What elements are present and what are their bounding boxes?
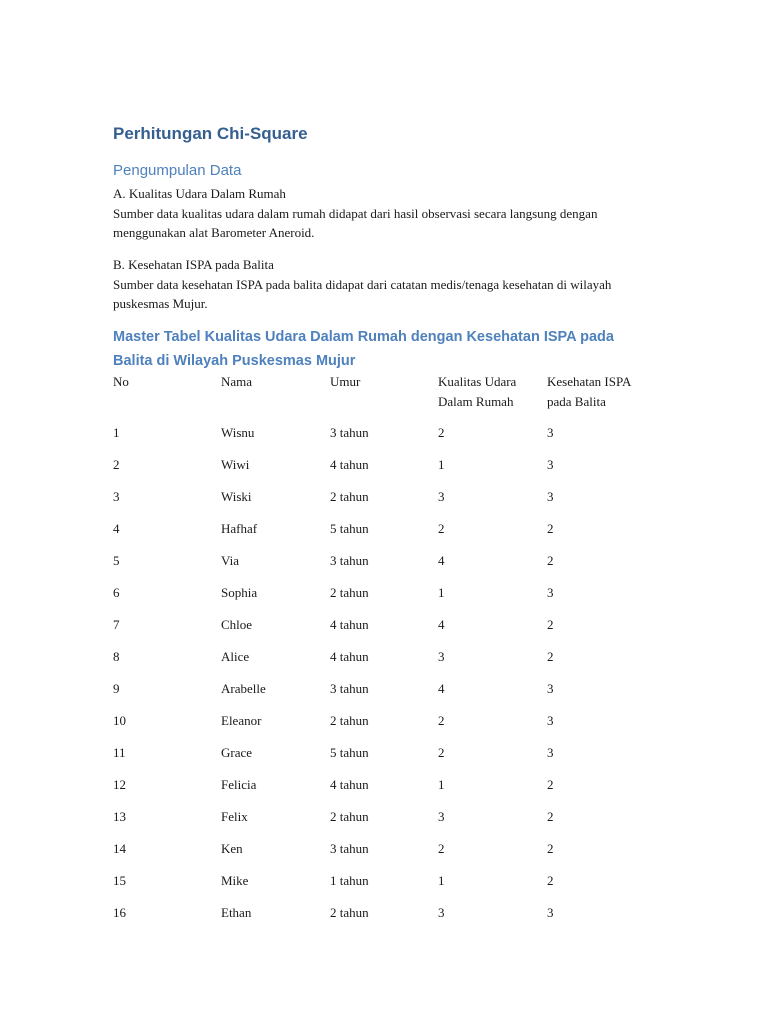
- table-cell: 4 tahun: [330, 617, 369, 632]
- table-cell: 3: [547, 489, 554, 504]
- table-cell: 3 tahun: [330, 553, 369, 568]
- table-cell: 2 tahun: [330, 809, 369, 824]
- table-row: [113, 519, 653, 551]
- table-cell: 12: [113, 777, 126, 792]
- table-cell: 4: [438, 681, 445, 696]
- table-row: [113, 679, 653, 711]
- column-header: No: [113, 374, 129, 389]
- table-header-row: [113, 372, 653, 423]
- table-row: [113, 615, 653, 647]
- table-cell: 8: [113, 649, 120, 664]
- table-cell: Felicia: [221, 777, 257, 792]
- table-cell: 3: [547, 585, 554, 600]
- table-cell: 2: [547, 649, 554, 664]
- table-cell: 3: [438, 809, 445, 824]
- column-header: Nama: [221, 374, 253, 389]
- table-cell: 2: [547, 553, 554, 568]
- table-cell: Arabelle: [221, 681, 266, 696]
- table-row: [113, 487, 653, 519]
- table-cell: 2: [547, 617, 554, 632]
- table-cell: 2: [547, 873, 554, 888]
- table-row: [113, 647, 653, 679]
- paragraph-label: B. Kesehatan ISPA pada Balita: [113, 257, 274, 272]
- table-cell: Eleanor: [221, 713, 262, 728]
- table-row: [113, 903, 653, 935]
- table-cell: 2: [547, 841, 554, 856]
- table-cell: 2: [438, 841, 445, 856]
- paragraph-body: Sumber data kesehatan ISPA pada balita didapat dari catatan medis/tenaga kesehatan di wilayah puskesmas Mujur.: [113, 276, 612, 311]
- table-cell: 3 tahun: [330, 425, 369, 440]
- table-cell: 1: [438, 457, 445, 472]
- table-cell: 4 tahun: [330, 777, 369, 792]
- table-cell: 1: [438, 873, 445, 888]
- paragraph-body: Sumber data kualitas udara dalam rumah didapat dari hasil observasi secara langsung dengan menggunakan alat Barometer Aneroid.: [113, 205, 598, 240]
- table-cell: 3: [547, 745, 554, 760]
- column-header: Kualitas Udara Dalam Rumah: [438, 374, 517, 409]
- document-title: Perhitungan Chi-Square: [113, 124, 308, 143]
- table-cell: 14: [113, 841, 126, 856]
- table-cell: Chloe: [221, 617, 253, 632]
- table-cell: 7: [113, 617, 120, 632]
- table-cell: 2: [113, 457, 120, 472]
- column-header: Kesehatan ISPA pada Balita: [547, 374, 631, 409]
- paragraph-kesehatan-ispa: [113, 255, 653, 314]
- table-cell: Ken: [221, 841, 243, 856]
- table-row: [113, 583, 653, 615]
- table-cell: 1: [438, 777, 445, 792]
- table-row: [113, 551, 653, 583]
- table-cell: 5 tahun: [330, 745, 369, 760]
- table-cell: Alice: [221, 649, 250, 664]
- table-cell: 4 tahun: [330, 457, 369, 472]
- table-cell: 3: [438, 905, 445, 920]
- table-heading: Master Tabel Kualitas Udara Dalam Rumah dengan Kesehatan ISPA pada Balita di Wilayah Puskesmas Mujur: [113, 329, 614, 369]
- table-cell: 11: [113, 745, 126, 760]
- table-cell: 3: [438, 649, 445, 664]
- table-cell: Wiwi: [221, 457, 250, 472]
- table-cell: 2: [438, 425, 445, 440]
- table-cell: 3: [113, 489, 120, 504]
- table-cell: 3: [547, 681, 554, 696]
- table-cell: Sophia: [221, 585, 258, 600]
- table-row: [113, 775, 653, 807]
- paragraph-kualitas-udara: [113, 184, 653, 243]
- table-cell: 2: [438, 713, 445, 728]
- master-table: [113, 372, 653, 935]
- table-cell: 4: [113, 521, 120, 536]
- table-cell: Felix: [221, 809, 248, 824]
- table-cell: Mike: [221, 873, 249, 888]
- table-cell: 2 tahun: [330, 713, 369, 728]
- table-row: [113, 423, 653, 455]
- table-cell: 2 tahun: [330, 905, 369, 920]
- table-cell: 6: [113, 585, 120, 600]
- table-cell: Hafhaf: [221, 521, 258, 536]
- table-cell: Ethan: [221, 905, 252, 920]
- table-cell: 3: [547, 457, 554, 472]
- table-row: [113, 839, 653, 871]
- table-cell: Via: [221, 553, 239, 568]
- table-cell: 2: [547, 521, 554, 536]
- table-cell: Wisnu: [221, 425, 255, 440]
- table-cell: 5 tahun: [330, 521, 369, 536]
- table-cell: 3 tahun: [330, 841, 369, 856]
- table-cell: 2 tahun: [330, 489, 369, 504]
- table-cell: 2: [547, 809, 554, 824]
- table-cell: Grace: [221, 745, 253, 760]
- table-cell: 10: [113, 713, 126, 728]
- column-header: Umur: [330, 374, 361, 389]
- table-cell: Wiski: [221, 489, 252, 504]
- table-cell: 1 tahun: [330, 873, 369, 888]
- table-row: [113, 743, 653, 775]
- table-cell: 1: [438, 585, 445, 600]
- table-body: [113, 423, 653, 935]
- table-cell: 3: [547, 905, 554, 920]
- table-cell: 2: [547, 777, 554, 792]
- table-row: [113, 455, 653, 487]
- table-cell: 5: [113, 553, 120, 568]
- table-cell: 16: [113, 905, 126, 920]
- table-cell: 13: [113, 809, 126, 824]
- table-cell: 3: [438, 489, 445, 504]
- table-row: [113, 871, 653, 903]
- table-row: [113, 807, 653, 839]
- paragraph-label: A. Kualitas Udara Dalam Rumah: [113, 186, 286, 201]
- table-cell: 3: [547, 425, 554, 440]
- section-heading: Pengumpulan Data: [113, 162, 242, 179]
- table-cell: 3: [547, 713, 554, 728]
- table-cell: 15: [113, 873, 126, 888]
- table-cell: 1: [113, 425, 120, 440]
- table-cell: 2 tahun: [330, 585, 369, 600]
- table-cell: 3 tahun: [330, 681, 369, 696]
- table-cell: 9: [113, 681, 120, 696]
- table-cell: 4: [438, 617, 445, 632]
- table-cell: 2: [438, 745, 445, 760]
- table-row: [113, 711, 653, 743]
- table-cell: 4: [438, 553, 445, 568]
- table-cell: 4 tahun: [330, 649, 369, 664]
- table-cell: 2: [438, 521, 445, 536]
